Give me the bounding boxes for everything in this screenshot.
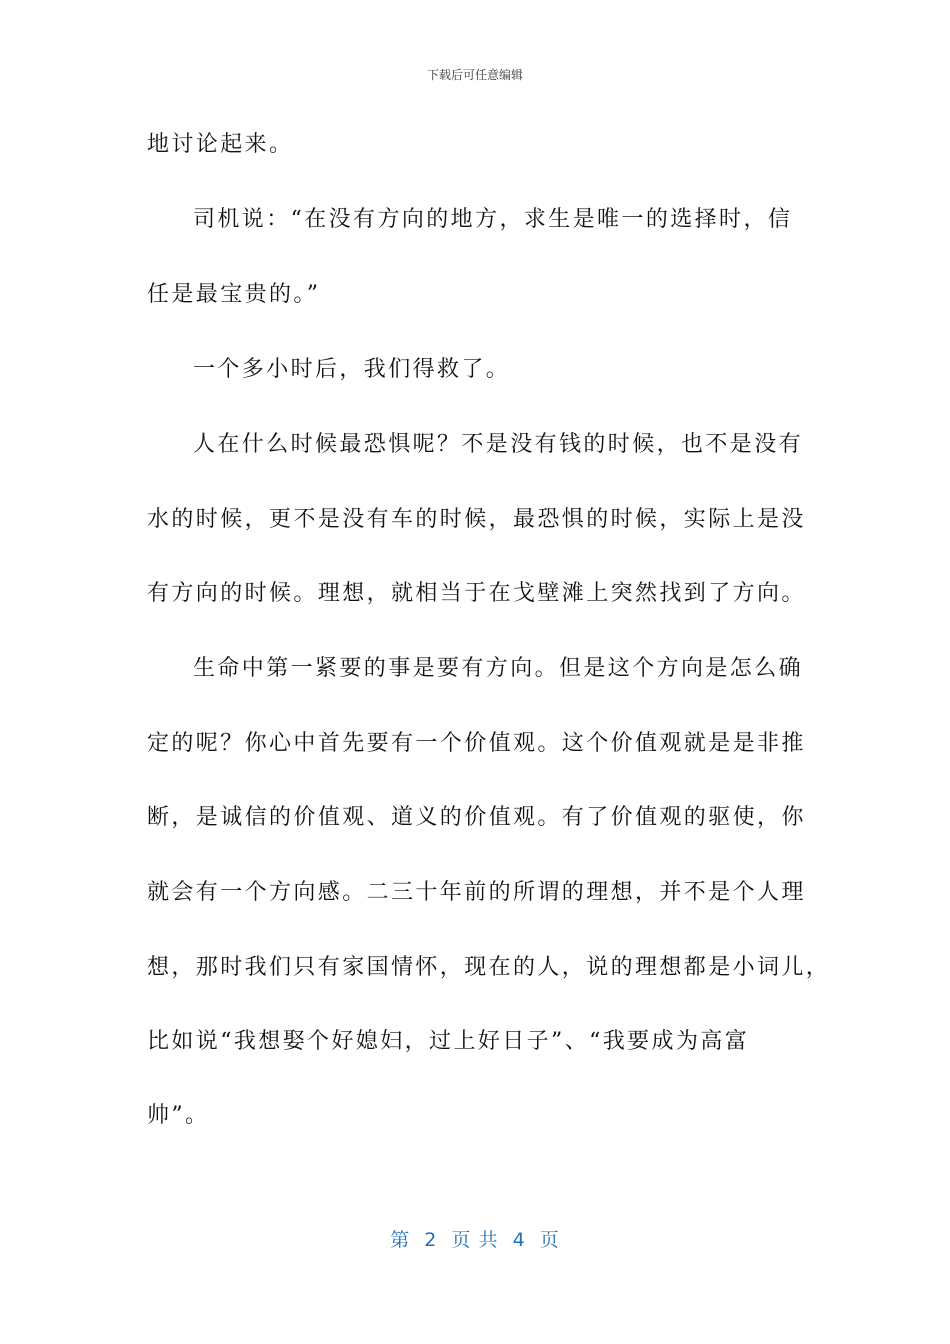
paragraph-line: 司机说：“在没有方向的地方，求生是唯一的选择时，信 bbox=[193, 207, 793, 232]
paragraph-line: 一个多小时后，我们得救了。 bbox=[193, 357, 511, 382]
paragraph-line: 任是最宝贵的。” bbox=[147, 282, 321, 307]
paragraph-line: 断，是诚信的价值观、道义的价值观。有了价值观的驱使，你 bbox=[147, 805, 806, 830]
page-number-footer: 第 2 页 共 4 页 bbox=[390, 1229, 560, 1251]
paragraph-line: 有方向的时候。理想，就相当于在戈壁滩上突然找到了方向。 bbox=[147, 581, 806, 606]
paragraph-line: 地讨论起来。 bbox=[147, 132, 294, 157]
paragraph-line: 就会有一个方向感。二三十年前的所谓的理想，并不是个人理 bbox=[147, 880, 806, 905]
paragraph-line: 比如说“我想娶个好媳妇，过上好日子”、“我要成为高富 bbox=[147, 1029, 750, 1054]
paragraph-line: 帅”。 bbox=[147, 1103, 210, 1128]
paragraph-line: 水的时候，更不是没有车的时候，最恐惧的时候，实际上是没 bbox=[147, 507, 806, 532]
paragraph-line: 想，那时我们只有家国情怀，现在的人，说的理想都是小词儿， bbox=[147, 955, 831, 980]
paragraph-line: 定的呢？你心中首先要有一个价值观。这个价值观就是是非推 bbox=[147, 731, 806, 756]
paragraph-line: 人在什么时候最恐惧呢？不是没有钱的时候，也不是没有 bbox=[193, 432, 804, 457]
paragraph-line: 生命中第一紧要的事是要有方向。但是这个方向是怎么确 bbox=[193, 656, 804, 681]
page-header: 下载后可任意编辑 bbox=[426, 68, 523, 82]
